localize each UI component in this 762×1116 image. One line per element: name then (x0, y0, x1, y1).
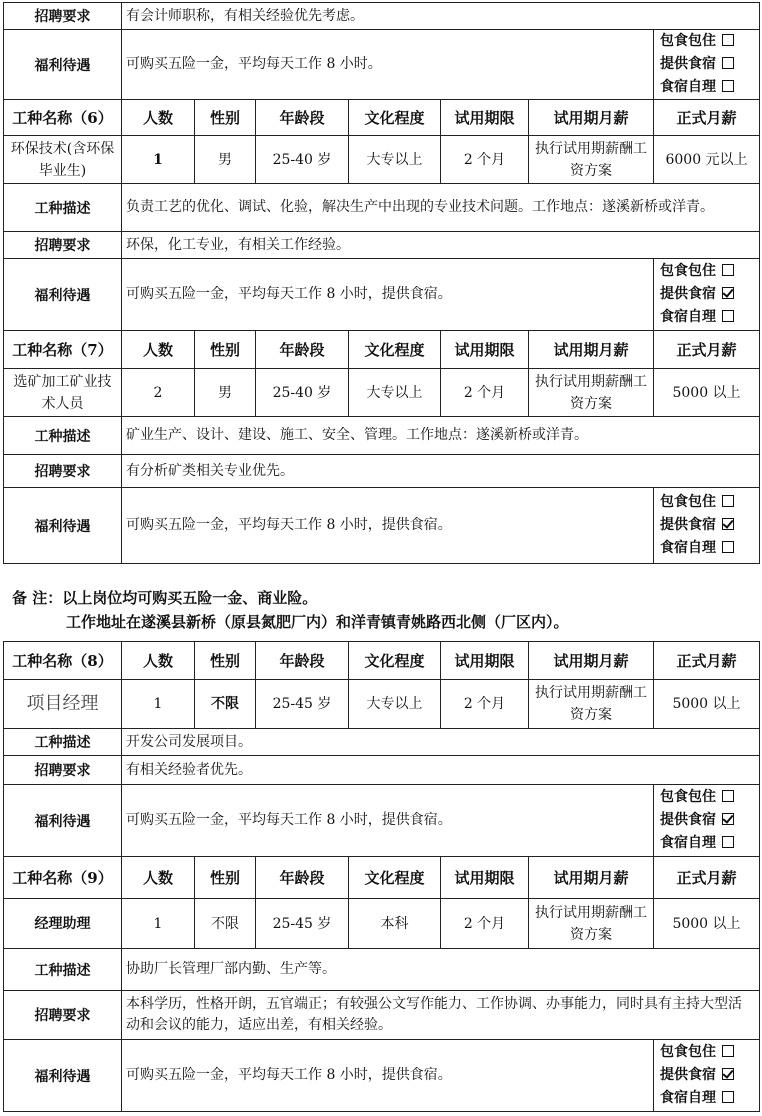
col-trial-pay: 试用期月薪 (529, 642, 654, 680)
requirement-label: 招聘要求 (4, 3, 122, 30)
benefits-label: 福利待遇 (4, 1040, 122, 1112)
col-education: 文化程度 (349, 642, 441, 680)
col-gender: 性别 (195, 857, 256, 899)
checkbox-icon[interactable] (722, 495, 734, 507)
checkbox-icon[interactable] (722, 836, 734, 848)
benefit-option: 包食包住 (660, 30, 755, 53)
benefits-label: 福利待遇 (4, 30, 122, 100)
col-regular-pay: 正式月薪 (654, 100, 760, 136)
header-row (4, 331, 760, 369)
benefit-option: 包食包住 (660, 260, 755, 283)
benefit-options (654, 30, 760, 100)
job-age: 25-45 岁 (256, 899, 349, 949)
col-trial: 试用期限 (441, 857, 529, 899)
benefit-options (654, 785, 760, 857)
job-trial-pay: 执行试用期薪酬工资方案 (529, 680, 654, 729)
job-trial-pay: 执行试用期薪酬工资方案 (529, 899, 654, 949)
checked-checkbox-icon[interactable] (722, 518, 734, 530)
checkbox-icon[interactable] (722, 541, 734, 553)
table-row (4, 899, 760, 949)
checked-checkbox-icon[interactable] (722, 813, 734, 825)
job-name: 环保技术(含环保毕业生) (4, 136, 122, 184)
col-education: 文化程度 (349, 857, 441, 899)
col-trial: 试用期限 (441, 642, 529, 680)
header-row (4, 642, 760, 680)
job-name: 项目经理 (4, 680, 122, 729)
description-text: 矿业生产、设计、建设、施工、安全、管理。工作地点：遂溪新桥或洋青。 (122, 417, 760, 455)
job-age: 25-45 岁 (256, 680, 349, 729)
requirement-text: 有相关经验者优先。 (122, 756, 760, 785)
checkbox-icon[interactable] (722, 264, 734, 276)
job-trial: 2 个月 (441, 369, 529, 417)
description-label: 工种描述 (4, 417, 122, 455)
job-table-b (3, 641, 760, 1112)
job-count: 1 (122, 136, 195, 184)
benefit-option: 提供食宿 (660, 809, 755, 832)
job-education: 大专以上 (349, 680, 441, 729)
checkbox-icon[interactable] (722, 80, 734, 92)
benefit-option: 包食包住 (660, 1041, 755, 1064)
job-gender: 男 (195, 136, 256, 184)
benefits-label: 福利待遇 (4, 785, 122, 857)
description-label: 工种描述 (4, 184, 122, 232)
header-row (4, 100, 760, 136)
requirement-label: 招聘要求 (4, 991, 122, 1040)
description-text: 协助厂长管理厂部内勤、生产等。 (122, 949, 760, 991)
note-line-1: 备 注：以上岗位均可购买五险一金、商业险。 (12, 589, 318, 607)
benefit-option: 食宿自理 (660, 832, 755, 855)
col-age: 年龄段 (256, 331, 349, 369)
col-headcount: 人数 (122, 642, 195, 680)
job-table-a (3, 2, 760, 564)
job-education: 大专以上 (349, 369, 441, 417)
col-education: 文化程度 (349, 100, 441, 136)
benefit-option: 包食包住 (660, 491, 755, 514)
job-trial-pay: 执行试用期薪酬工资方案 (529, 136, 654, 184)
col-gender: 性别 (195, 331, 256, 369)
benefits-text: 可购买五险一金，平均每天工作 8 小时，提供食宿。 (122, 488, 654, 564)
col-education: 文化程度 (349, 331, 441, 369)
col-headcount: 人数 (122, 100, 195, 136)
job-regular-pay: 5000 以上 (654, 899, 760, 949)
benefits-text: 可购买五险一金，平均每天工作 8 小时。 (122, 30, 654, 100)
col-regular-pay: 正式月薪 (654, 331, 760, 369)
job-trial-pay: 执行试用期薪酬工资方案 (529, 369, 654, 417)
job-gender: 男 (195, 369, 256, 417)
benefit-options (654, 488, 760, 564)
job-title: 工种名称（9） (4, 857, 122, 899)
col-trial-pay: 试用期月薪 (529, 331, 654, 369)
col-age: 年龄段 (256, 100, 349, 136)
checkbox-icon[interactable] (722, 1091, 734, 1103)
job-title: 工种名称（7） (4, 331, 122, 369)
description-text: 负责工艺的优化、调试、化验，解决生产中出现的专业技术问题。工作地点：遂溪新桥或洋青。 (122, 184, 760, 232)
job-age: 25-40 岁 (256, 136, 349, 184)
job-count: 1 (122, 680, 195, 729)
job-gender: 不限 (195, 680, 256, 729)
table-row (4, 136, 760, 184)
job-name: 选矿加工矿业技术人员 (4, 369, 122, 417)
job-regular-pay: 5000 以上 (654, 369, 760, 417)
benefit-options (654, 259, 760, 331)
benefit-option: 提供食宿 (660, 283, 755, 306)
requirement-text: 有分析矿类相关专业优先。 (122, 455, 760, 488)
job-age: 25-40 岁 (256, 369, 349, 417)
job-education: 本科 (349, 899, 441, 949)
col-age: 年龄段 (256, 857, 349, 899)
checkbox-icon[interactable] (722, 57, 734, 69)
col-trial-pay: 试用期月薪 (529, 857, 654, 899)
benefits-text: 可购买五险一金，平均每天工作 8 小时，提供食宿。 (122, 785, 654, 857)
benefit-option: 食宿自理 (660, 537, 755, 560)
benefit-option: 包食包住 (660, 786, 755, 809)
job-count: 1 (122, 899, 195, 949)
header-row (4, 857, 760, 899)
checkbox-icon[interactable] (722, 34, 734, 46)
job-regular-pay: 6000 元以上 (654, 136, 760, 184)
job-trial: 2 个月 (441, 899, 529, 949)
requirement-label: 招聘要求 (4, 455, 122, 488)
requirement-text: 环保，化工专业，有相关工作经验。 (122, 232, 760, 259)
col-headcount: 人数 (122, 331, 195, 369)
col-regular-pay: 正式月薪 (654, 642, 760, 680)
job-education: 大专以上 (349, 136, 441, 184)
job-title: 工种名称（8） (4, 642, 122, 680)
job-trial: 2 个月 (441, 680, 529, 729)
job-count: 2 (122, 369, 195, 417)
benefits-text: 可购买五险一金，平均每天工作 8 小时，提供食宿。 (122, 1040, 654, 1112)
requirement-label: 招聘要求 (4, 232, 122, 259)
col-headcount: 人数 (122, 857, 195, 899)
benefit-options (654, 1040, 760, 1112)
col-trial: 试用期限 (441, 100, 529, 136)
benefit-option: 食宿自理 (660, 1087, 755, 1110)
table-row (4, 680, 760, 729)
job-title: 工种名称（6） (4, 100, 122, 136)
benefits-label: 福利待遇 (4, 259, 122, 331)
table-row (4, 369, 760, 417)
col-gender: 性别 (195, 100, 256, 136)
benefit-option: 提供食宿 (660, 53, 755, 76)
benefits-label: 福利待遇 (4, 488, 122, 564)
benefit-option: 食宿自理 (660, 306, 755, 329)
description-text: 开发公司发展项目。 (122, 729, 760, 756)
job-name: 经理助理 (4, 899, 122, 949)
description-label: 工种描述 (4, 729, 122, 756)
benefit-option: 食宿自理 (660, 76, 755, 99)
job-trial: 2 个月 (441, 136, 529, 184)
col-age: 年龄段 (256, 642, 349, 680)
col-trial-pay: 试用期月薪 (529, 100, 654, 136)
requirement-text: 有会计师职称，有相关经验优先考虑。 (122, 3, 760, 30)
col-trial: 试用期限 (441, 331, 529, 369)
checkbox-icon[interactable] (722, 790, 734, 802)
benefit-option: 提供食宿 (660, 514, 755, 537)
checkbox-icon[interactable] (722, 310, 734, 322)
benefits-text: 可购买五险一金，平均每天工作 8 小时，提供食宿。 (122, 259, 654, 331)
note-line-2: 工作地址在遂溪县新桥（原县氮肥厂内）和洋青镇青姚路西北侧（厂区内）。 (66, 613, 569, 631)
checked-checkbox-icon[interactable] (722, 1068, 734, 1080)
checked-checkbox-icon[interactable] (722, 287, 734, 299)
checkbox-icon[interactable] (722, 1045, 734, 1057)
benefit-option: 提供食宿 (660, 1064, 755, 1087)
col-gender: 性别 (195, 642, 256, 680)
requirement-text: 本科学历，性格开朗，五官端正；有较强公文写作能力、工作协调、办事能力，同时具有主持大型活动和会议的能力，适应出差，有相关经验。 (122, 991, 760, 1040)
job-regular-pay: 5000 以上 (654, 680, 760, 729)
job-gender: 不限 (195, 899, 256, 949)
description-label: 工种描述 (4, 949, 122, 991)
col-regular-pay: 正式月薪 (654, 857, 760, 899)
requirement-label: 招聘要求 (4, 756, 122, 785)
